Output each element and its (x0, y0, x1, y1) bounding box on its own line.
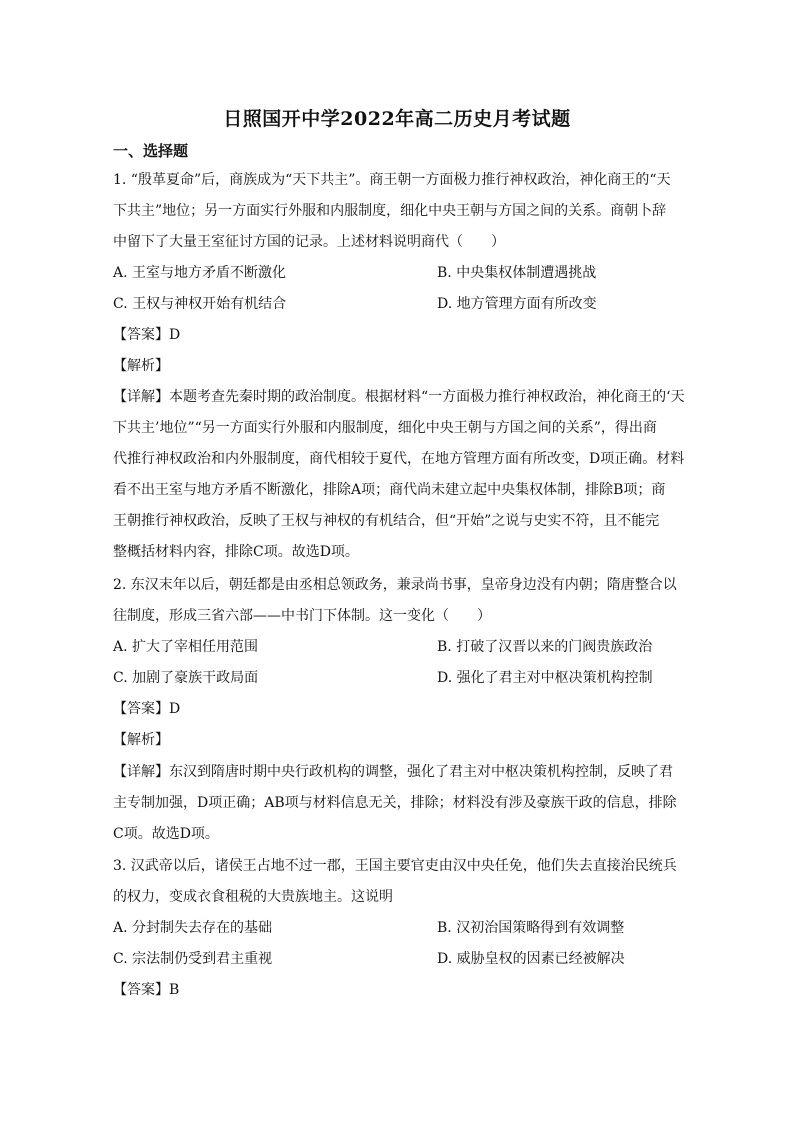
q1-detail-line: 看不出王室与地方矛盾不断激化，排除A项；商代尚未建立起中央集权体制，排除B项；商 (113, 482, 666, 498)
q2-analysis-label: 【解析】 (113, 732, 169, 748)
q1-option-a: A. 王室与地方矛盾不断激化 (113, 265, 287, 281)
q1-stem-line: 下共主”地位；另一方面实行外服和内服制度，细化中央王朝与方国之间的关系。商朝卜辞 (113, 203, 667, 219)
document-title: 日照国开中学2022年高二历史月考试题 (223, 108, 571, 130)
q1-detail-line: 整概括材料内容，排除C项。故选D项。 (113, 544, 359, 560)
q3-option-b: B. 汉初治国策略得到有效调整 (437, 920, 625, 936)
q2-detail-line: C项。故选D项。 (113, 826, 219, 842)
q3-answer: 【答案】B (113, 982, 180, 998)
q2-option-d: D. 强化了君主对中枢决策机构控制 (437, 670, 653, 686)
q1-stem-line: 中留下了大量王室征讨方国的记录。上述材料说明商代（ ） (113, 234, 505, 250)
q2-option-c: C. 加剧了豪族干政局面 (113, 670, 259, 686)
q2-detail-line: 【详解】东汉到隋唐时期中央行政机构的调整，强化了君主对中枢决策机构控制，反映了君 (113, 764, 673, 780)
q1-answer: 【答案】D (113, 327, 181, 343)
q2-stem-line: 往制度，形成三省六部——中书门下体制。这一变化（ ） (113, 608, 491, 624)
q1-detail-line: 下共主’地位”“另一方面实行外服和内服制度，细化中央王朝与方国之间的关系”，得出商 (113, 420, 657, 436)
q3-option-d: D. 威胁皇权的因素已经被解决 (437, 951, 625, 967)
q2-answer: 【答案】D (113, 701, 181, 717)
q1-detail-line: 代推行神权政治和内外服制度，商代相较于夏代，在地方管理方面有所改变，D项正确。材料 (113, 451, 685, 467)
q1-analysis-label: 【解析】 (113, 358, 169, 374)
q2-detail-line: 主专制加强，D项正确；AB项与材料信息无关，排除；材料没有涉及豪族干政的信息，排除 (113, 795, 677, 811)
q1-detail-line: 【详解】本题考查先秦时期的政治制度。根据材料“一方面极力推行神权政治，神化商王的‘天 (113, 389, 685, 405)
q3-stem-line: 的权力，变成衣食租税的大贵族地主。这说明 (113, 889, 393, 905)
q2-option-b: B. 打破了汉晋以来的门阀贵族政治 (437, 639, 653, 655)
q1-option-b: B. 中央集权体制遭遇挑战 (437, 265, 597, 281)
q1-detail-line: 王朝推行神权政治，反映了王权与神权的有机结合，但“开始”之说与史实不符，且不能完 (113, 513, 660, 529)
q3-option-c: C. 宗法制仍受到君主重视 (113, 951, 273, 967)
q3-option-a: A. 分封制失去存在的基础 (113, 920, 273, 936)
q1-stem-line: 1. “殷革夏命”后，商族成为“天下共主”。商王朝一方面极力推行神权政治，神化商王的“天 (113, 172, 671, 188)
q2-option-a: A. 扩大了宰相任用范围 (113, 639, 259, 655)
q3-stem-line: 3. 汉武帝以后，诸侯王占地不过一郡，王国主要官吏由汉中央任免，他们失去直接治民统兵 (113, 858, 677, 874)
section-heading: 一、选择题 (113, 142, 189, 160)
q2-stem-line: 2. 东汉末年以后，朝廷都是由丞相总领政务，兼录尚书事，皇帝身边没有内朝；隋唐整合以 (113, 577, 677, 593)
q1-option-d: D. 地方管理方面有所改变 (437, 296, 597, 312)
q1-option-c: C. 王权与神权开始有机结合 (113, 296, 287, 312)
